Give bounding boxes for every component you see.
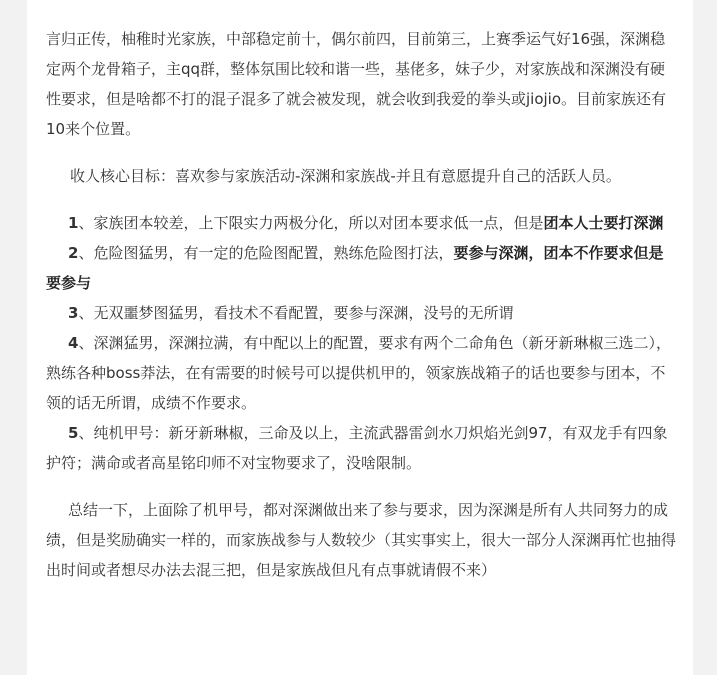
item-text: 、无双噩梦图猛男，看技术不看配置，要参与深渊，没号的无所谓 (78, 304, 514, 322)
requirement-item (46, 418, 677, 478)
requirement-item (46, 328, 677, 418)
item-text: 、家族团本较差，上下限实力两极分化，所以对团本要求低一点，但是 (78, 214, 544, 232)
requirement-item (46, 238, 677, 298)
item-text: 、深渊猛男，深渊拉满，有中配以上的配置，要求有两个二命角色（新牙新琳椒三选二），熟练各种boss莽法，在有需要的时候号可以提供机甲的，领家族战箱子的话也要参与团本，不领的话无所谓，成绩不作要求。 (46, 334, 671, 412)
recruit-target-paragraph: 收人核心目标：喜欢参与家族活动-深渊和家族战-并且有意愿提升自己的活跃人员。 (70, 167, 621, 185)
item-number: 4 (68, 334, 79, 352)
item-number: 3 (68, 304, 79, 322)
item-emphasis: 团本人士要打深渊 (543, 214, 664, 232)
article-body (27, 0, 693, 675)
item-number: 5 (68, 424, 79, 442)
item-text: 、纯机甲号：新牙新琳椒，三命及以上，主流武器雷剑水刀炽焰光剑97，有双龙手有四象护符；满命或者高星铭印师不对宝物要求了，没啥限制。 (46, 424, 668, 472)
requirement-list (46, 208, 677, 478)
summary-paragraph: 总结一下，上面除了机甲号，都对深渊做出来了参与要求，因为深渊是所有人共同努力的成绩，但是奖励确实一样的，而家族战参与人数较少（其实事实上，很大一部分人深渊再忙也抽得出时间或者想尽办法去混三把，但是家族战但凡有点事就请假不来） (46, 501, 677, 579)
requirement-item (46, 298, 677, 328)
item-number: 1 (68, 214, 79, 232)
intro-paragraph: 言归正传，柚稚时光家族，中部稳定前十，偶尔前四，目前第三，上赛季运气好16强，深渊稳定两个龙骨箱子，主qq群，整体氛围比较和谐一些，基佬多，妹子少，对家族战和深渊没有硬性要求，但是啥都不打的混子混多了就会被发现，就会收到我爱的拳头或jiojio。目前家族还有10来个位置。 (46, 30, 667, 138)
requirement-item (46, 208, 677, 238)
item-text: 、危险图猛男，有一定的危险图配置，熟练危险图打法， (78, 244, 454, 262)
item-number: 2 (68, 244, 79, 262)
item-emphasis: 要参与深渊，团本不作要求但是要参与 (46, 244, 664, 292)
